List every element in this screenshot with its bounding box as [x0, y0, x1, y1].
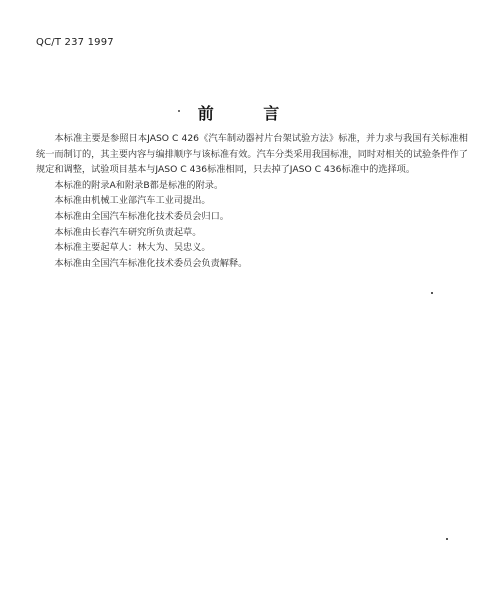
paragraph-intro: 本标准主要是参照日本JASO C 426《汽车制动器衬片台架试验方法》标准，并力求与我国有关标准相统一而制订的，其主要内容与编排顺序与该标准有效。汽车分类采用我国标准，同时对相关的试验条件作了规定和调整，试验项目基本与JASO C 436标准相同，只去掉了JASO C 436标准中的选择项。 [36, 133, 468, 176]
paragraph-appendix: 本标准的附录A和附录B都是标准的附录。 [54, 179, 224, 191]
scan-speck [446, 538, 448, 540]
paragraph-authors: 本标准主要起草人：林大为、吴忠义。 [54, 242, 211, 254]
foreword-body [36, 131, 468, 271]
paragraph-drafter: 本标准由长春汽车研究所负责起草。 [54, 226, 202, 238]
standard-code: QC/T 237 1997 [36, 37, 114, 48]
paragraph-interpretation: 本标准由全国汽车标准化技术委员会负责解释。 [54, 257, 248, 269]
foreword-title: 前 言 [197, 104, 302, 123]
paragraph-proposer: 本标准由机械工业部汽车工业司提出。 [54, 195, 211, 207]
scan-speck [431, 292, 433, 294]
paragraph-centralized: 本标准由全国汽车标准化技术委员会归口。 [54, 210, 229, 222]
